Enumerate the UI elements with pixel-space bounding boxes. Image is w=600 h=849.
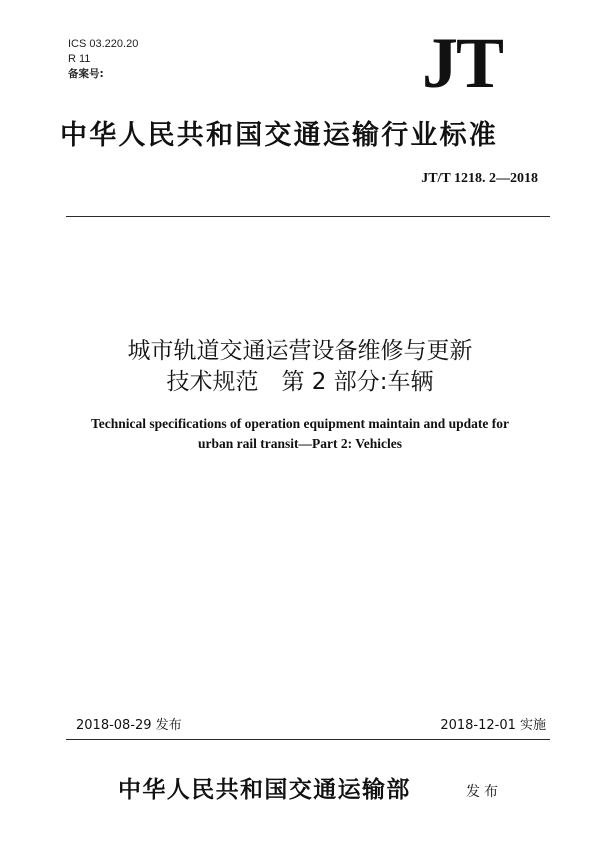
document-title-cn-line-1: 城市轨道交通运营设备维修与更新 bbox=[127, 338, 473, 364]
footer-divider bbox=[66, 739, 550, 740]
document-title-cn-line-2: 技术规范 第 2 部分:车辆 bbox=[166, 369, 434, 395]
issue-date: 2018-08-29 发布 bbox=[76, 718, 182, 733]
ics-code: ICS 03.220.20 bbox=[68, 38, 139, 50]
publisher-name: 中华人民共和国交通运输部 bbox=[118, 777, 411, 803]
classification-block bbox=[68, 37, 138, 82]
document-title-english bbox=[0, 414, 600, 454]
document-title-en-line-2: urban rail transit—Part 2: Vehicles bbox=[198, 436, 402, 451]
standard-category-title: 中华人民共和国交通运输行业标准 bbox=[60, 120, 498, 151]
document-title-en-line-1: Technical specifications of operation equipment maintain and update for bbox=[90, 416, 510, 431]
publish-label: 发布 bbox=[466, 784, 502, 800]
document-title-chinese bbox=[0, 336, 600, 398]
header-divider bbox=[66, 216, 550, 217]
jt-logo: JT bbox=[421, 23, 503, 103]
filing-number-label: 备案号: bbox=[68, 68, 104, 80]
implementation-date: 2018-12-01 实施 bbox=[440, 718, 546, 733]
ccs-code: R 11 bbox=[68, 53, 91, 65]
standard-code: JT/T 1218. 2—2018 bbox=[421, 171, 538, 186]
